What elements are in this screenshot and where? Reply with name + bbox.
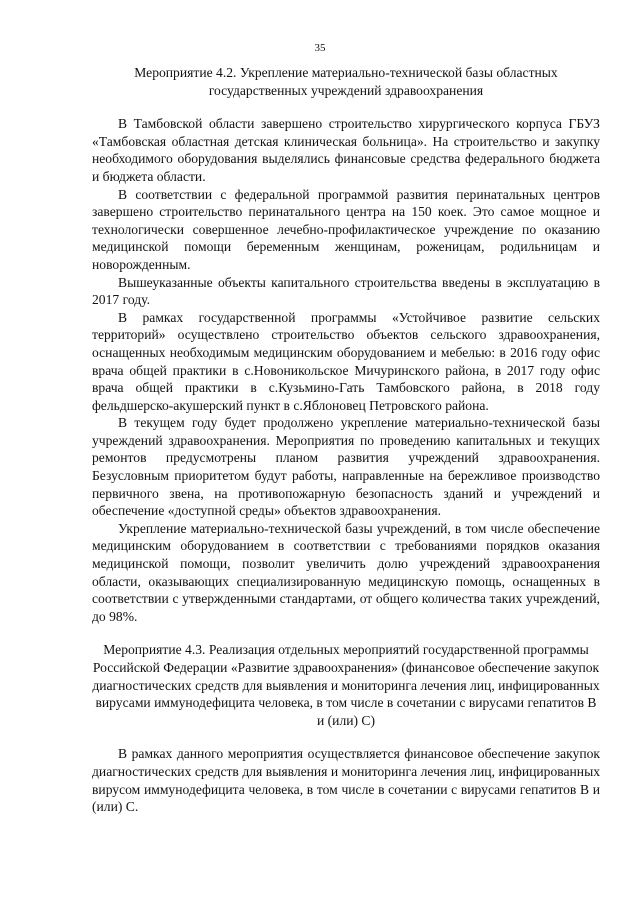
paragraph: В рамках государственной программы «Устойчивое развитие сельских территорий» осуществлено строительство объектов сельского здравоохранения, оснащенных необходимым медицинским оборудованием и мебелью: в 2016 году офис врача общей практики в с.Новоникольское Мичуринского района, в 2017 году офис врача общей практики в с.Кузьмино-Гать Тамбовского района, в 2018 году фельдшерско-акушерский пункт в с.Яблоновец Петровского района. [92,309,600,413]
page-content [92,64,600,816]
paragraph: В соответствии с федеральной программой развития перинатальных центров завершено строительство перинатального центра на 150 коек. Это самое мощное и технологически совершенное лечебно-профилактическое учреждение по оказанию медицинской помощи беременным женщинам, роженицам, родильницам и новорожденным. [92,186,600,272]
section-heading-4-2: Мероприятие 4.2. Укрепление материально-технической базы областных государственных учреждений здравоохранения [134,65,558,98]
paragraph: В текущем году будет продолжено укрепление материально-технической базы учреждений здравоохранения. Мероприятия по проведению капитальных и текущих ремонтов предусмотрены планом развития учреждений здравоохранения. Безусловным приоритетом будут работы, направленные на бережливое производство первичного звена, на противопожарную безопасность зданий и учреждений и обеспечение «доступной среды» объектов здравоохранения. [92,415,600,519]
paragraph: Вышеуказанные объекты капитального строительства введены в эксплуатацию в 2017 году. [92,274,600,308]
paragraph: Укрепление материально-технической базы учреждений, в том числе обеспечение медицинским оборудованием в соответствии с требованиями порядков оказания медицинской помощи, позволит увеличить долю учреждений здравоохранения области, оказывающих специализированную медицинскую помощь, оснащенных в соответствии с утвержденными стандартами, от общего количества таких учреждений, до 98%. [92,520,600,624]
page-number: 35 [314,42,326,54]
final-paragraph: В рамках данного мероприятия осуществляется финансовое обеспечение закупок диагностических средств для выявления и мониторинга лечения лиц, инфицированных вирусом иммунодефицита человека, в том числе в сочетании с вирусами гепатитов В и (или) С. [92,746,600,815]
paragraph: В Тамбовской области завершено строительство хирургического корпуса ГБУЗ «Тамбовская областная детская клиническая больница». На строительство и закупку необходимого оборудования выделялись финансовые средства федерального бюджета и бюджета области. [92,116,600,184]
section-heading-4-3: Мероприятие 4.3. Реализация отдельных мероприятий государственной программы Российской Федерации «Развитие здравоохранения» (финансовое обеспечение закупок диагностических средств для выявления и мониторинга лечения лиц, инфицированных вирусами иммунодефицита человека, в том числе в сочетании с вирусами гепатитов В и (или) С) [92,642,600,728]
